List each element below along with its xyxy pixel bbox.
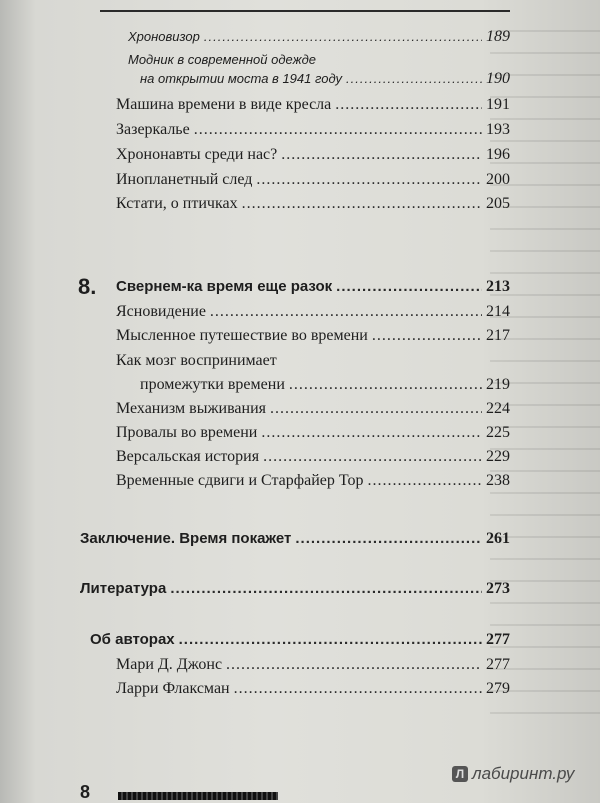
toc-entry[interactable]: промежутки времени ..... 219	[140, 376, 510, 394]
toc-entry[interactable]: Хроновизор ..... 189	[128, 28, 510, 46]
watermark-text: лабиринт.ру	[472, 764, 575, 783]
toc-authors[interactable]: Об авторах ..... 277	[90, 631, 510, 649]
toc-entry[interactable]: Инопланетный след ..... 200	[116, 171, 510, 189]
top-rule	[100, 10, 510, 12]
toc-entry[interactable]: Мари Д. Джонс ..... 277	[116, 656, 510, 674]
toc-entry-line1: Модник в современной одежде	[128, 52, 316, 67]
toc-entry[interactable]: Ларри Флаксман ..... 279	[116, 680, 510, 698]
labirint-logo-icon: Л	[452, 766, 468, 782]
toc-entry[interactable]: Провалы во времени ..... 225	[116, 424, 510, 442]
toc-literature[interactable]: Литература ..... 273	[80, 580, 510, 598]
page-number: 8	[80, 782, 91, 802]
watermark	[452, 764, 574, 784]
chapter-heading[interactable]: Свернем-ка время еще разок ..... 213	[116, 278, 510, 296]
toc-entry[interactable]: Ясновидение ..... 214	[116, 303, 510, 321]
toc-entry[interactable]: Кстати, о птичках ..... 205	[116, 195, 510, 213]
toc-entry[interactable]: Хрононавты среди нас? ..... 196	[116, 146, 510, 164]
footer-bar	[118, 792, 278, 800]
toc-entry[interactable]: Временные сдвиги и Старфайер Тор ..... 238	[116, 472, 510, 490]
toc-entry-line1: Как мозг воспринимает	[116, 352, 277, 369]
toc-entry[interactable]: на открытии моста в 1941 году ..... 190	[140, 70, 510, 88]
toc-entry[interactable]: Зазеркалье ..... 193	[116, 121, 510, 139]
chapter-number: 8.	[78, 274, 97, 299]
toc-entry[interactable]: Машина времени в виде кресла ..... 191	[116, 96, 510, 114]
toc-entry[interactable]: Механизм выживания ..... 224	[116, 400, 510, 418]
toc-conclusion[interactable]: Заключение. Время покажет ..... 261	[80, 530, 510, 548]
toc-entry[interactable]: Мысленное путешествие во времени ..... 217	[116, 327, 510, 345]
toc-entry[interactable]: Версальская история ..... 229	[116, 448, 510, 466]
